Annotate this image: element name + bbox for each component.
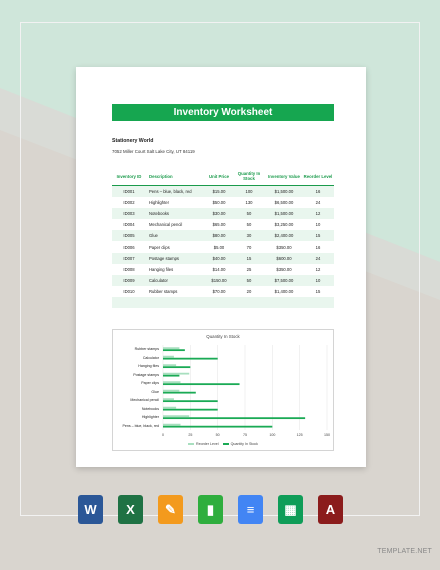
bar-quantity-in-stock	[163, 349, 185, 351]
cell-unit-price: $70.00	[212, 288, 226, 294]
cell-quantity: 50	[232, 275, 266, 286]
x-tick-label: 50	[215, 433, 220, 437]
bar-quantity-in-stock	[163, 366, 190, 368]
cell-description: Glue	[146, 230, 206, 241]
document-title: Inventory Worksheet	[112, 104, 334, 121]
brand-watermark: TEMPLATE.NET	[377, 548, 432, 555]
table-header-row	[112, 167, 334, 186]
cell-value: $2,400.00	[266, 230, 302, 241]
cell-quantity: 100	[232, 186, 266, 198]
cell-description: Paper clips	[149, 244, 170, 250]
table-row	[112, 286, 334, 297]
cell-id: ID007	[112, 253, 146, 264]
header-inventory-value: Inventory Value	[266, 167, 302, 186]
bar-quantity-in-stock	[163, 400, 218, 402]
bar-quantity-in-stock	[163, 392, 196, 394]
category-label: Highlighter	[141, 415, 159, 420]
x-tick-label: 0	[162, 433, 164, 437]
cell-id: ID003	[112, 208, 146, 219]
cell-reorder: 15	[315, 288, 321, 294]
header-description: Description	[146, 167, 206, 186]
file-format-icons	[76, 495, 366, 525]
chart-title: Quantity In Stock	[206, 334, 240, 339]
cell-unit-price: $30.00	[206, 208, 232, 219]
category-label: Paper clips	[141, 381, 159, 386]
cell-value: $1,500.00	[266, 208, 302, 219]
table-row	[112, 264, 334, 275]
pdf-icon[interactable]: A	[318, 495, 343, 524]
cell-value: $1,500.00	[266, 186, 302, 198]
google-sheets-icon[interactable]: ▦	[278, 495, 303, 524]
cell-id: ID006	[123, 244, 135, 250]
header-quantity: Quantity In Stock	[232, 167, 266, 186]
x-tick-label: 25	[188, 433, 193, 437]
cell-reorder: 12	[315, 266, 321, 272]
cell-reorder: 24	[315, 200, 321, 206]
cell-id: ID010	[123, 288, 135, 294]
table-row	[112, 275, 334, 286]
cell-description: Notebooks	[146, 208, 206, 219]
cell-value: $1,400.00	[274, 288, 294, 294]
pages-icon[interactable]: ✎	[158, 495, 183, 524]
chart-legend	[113, 442, 333, 446]
category-label: Hanging files	[138, 364, 159, 369]
cell-unit-price: $15.00	[206, 186, 232, 198]
cell-quantity: 130	[245, 200, 253, 206]
cell-quantity: 50	[232, 208, 266, 219]
numbers-icon[interactable]: ▮	[198, 495, 223, 524]
cell-reorder: 16	[302, 186, 334, 198]
cell-unit-price: $14.00	[212, 266, 226, 272]
cell-description: Hanging files	[149, 266, 174, 272]
empty-row	[112, 308, 334, 319]
header-reorder-level: Reorder Level	[302, 167, 334, 186]
bar-reorder-level	[163, 364, 176, 366]
cell-reorder: 12	[302, 208, 334, 219]
header-unit-price: Unit Price	[206, 167, 232, 186]
category-label: Notebooks	[141, 406, 159, 411]
cell-quantity: 25	[246, 266, 252, 272]
quantity-chart	[112, 329, 334, 451]
cell-value: $7,500.00	[266, 275, 302, 286]
x-tick-label: 100	[269, 433, 276, 437]
excel-icon[interactable]: X	[118, 495, 143, 524]
cell-unit-price: $50.00	[212, 200, 226, 206]
bar-quantity-in-stock	[163, 426, 272, 428]
cell-unit-price: $65.00	[212, 222, 226, 228]
bar-quantity-in-stock	[163, 375, 179, 377]
category-label: Rubber stamps	[134, 347, 159, 352]
cell-id: ID005	[112, 230, 146, 241]
cell-description: Mechanical pencil	[149, 222, 183, 228]
bar-quantity-in-stock	[163, 383, 240, 385]
bar-reorder-level	[163, 424, 180, 426]
bar-reorder-level	[163, 407, 176, 409]
bar-reorder-level	[163, 381, 180, 383]
cell-id: ID009	[112, 275, 146, 286]
bar-quantity-in-stock	[163, 417, 305, 419]
category-label: Mechanical pencil	[130, 398, 159, 403]
legend-swatch-reorder	[188, 443, 194, 445]
table-row	[112, 186, 334, 198]
bar-reorder-level	[163, 347, 179, 349]
table-row	[112, 219, 334, 230]
x-tick-label: 75	[243, 433, 247, 437]
empty-row	[112, 297, 334, 308]
cell-quantity: 50	[246, 222, 252, 228]
category-label: Calculator	[142, 355, 159, 360]
cell-value: $350.00	[276, 244, 292, 250]
cell-description: Highlighter	[149, 200, 170, 206]
category-label: Pens – blue, black, red	[122, 423, 159, 428]
bar-reorder-level	[163, 415, 189, 417]
cell-reorder: 10	[302, 275, 334, 286]
cell-unit-price: $5.00	[213, 244, 225, 250]
cell-value: $6,500.00	[274, 200, 294, 206]
cell-id: ID004	[123, 222, 135, 228]
x-tick-label: 150	[324, 433, 330, 437]
bar-reorder-level	[163, 356, 174, 358]
google-docs-icon[interactable]: ≡	[238, 495, 263, 524]
cell-quantity: 70	[246, 244, 252, 250]
cell-reorder: 10	[315, 222, 321, 228]
table-row	[112, 241, 334, 252]
cell-description: Pens – blue, black, red	[146, 186, 206, 198]
cell-description: Calculator	[146, 275, 206, 286]
word-icon[interactable]: W	[78, 495, 103, 524]
cell-id: ID002	[123, 200, 135, 206]
cell-reorder: 15	[302, 230, 334, 241]
cell-quantity: 30	[232, 230, 266, 241]
cell-value: $350.00	[276, 266, 292, 272]
legend-quantity-label: Quantity In Stock	[230, 442, 258, 446]
legend-swatch-quantity	[223, 443, 229, 445]
cell-value: $600.00	[266, 253, 302, 264]
category-label: Postage stamps	[133, 372, 159, 377]
cell-value: $3,250.00	[274, 222, 294, 228]
cell-reorder: 16	[315, 244, 321, 250]
company-address: 7052 Miller Court Salt Lake City, UT 84119	[112, 149, 195, 154]
cell-id: ID008	[123, 266, 135, 272]
table-row	[112, 197, 334, 208]
table-row	[112, 230, 334, 241]
x-tick-label: 125	[296, 433, 303, 437]
table-row	[112, 208, 334, 219]
company-name: Stationery World	[112, 138, 154, 144]
cell-quantity: 15	[232, 253, 266, 264]
cell-description: Postage stamps	[146, 253, 206, 264]
cell-unit-price: $80.00	[206, 230, 232, 241]
table-row	[112, 253, 334, 264]
bar-quantity-in-stock	[163, 409, 218, 411]
cell-id: ID001	[112, 186, 146, 198]
cell-unit-price: $40.00	[206, 253, 232, 264]
header-inventory-id: Inventory ID	[112, 167, 146, 186]
category-label: Glue	[151, 389, 159, 394]
bar-reorder-level	[163, 390, 179, 392]
cell-reorder: 24	[302, 253, 334, 264]
document-page	[76, 67, 366, 467]
cell-description: Rubber stamps	[149, 288, 178, 294]
cell-unit-price: $150.00	[206, 275, 232, 286]
bar-reorder-level	[163, 373, 189, 375]
bar-quantity-in-stock	[163, 358, 218, 360]
inventory-table	[112, 167, 334, 319]
cell-quantity: 20	[246, 288, 252, 294]
legend-reorder-label: Reorder Level	[196, 442, 219, 446]
bar-reorder-level	[163, 398, 174, 400]
